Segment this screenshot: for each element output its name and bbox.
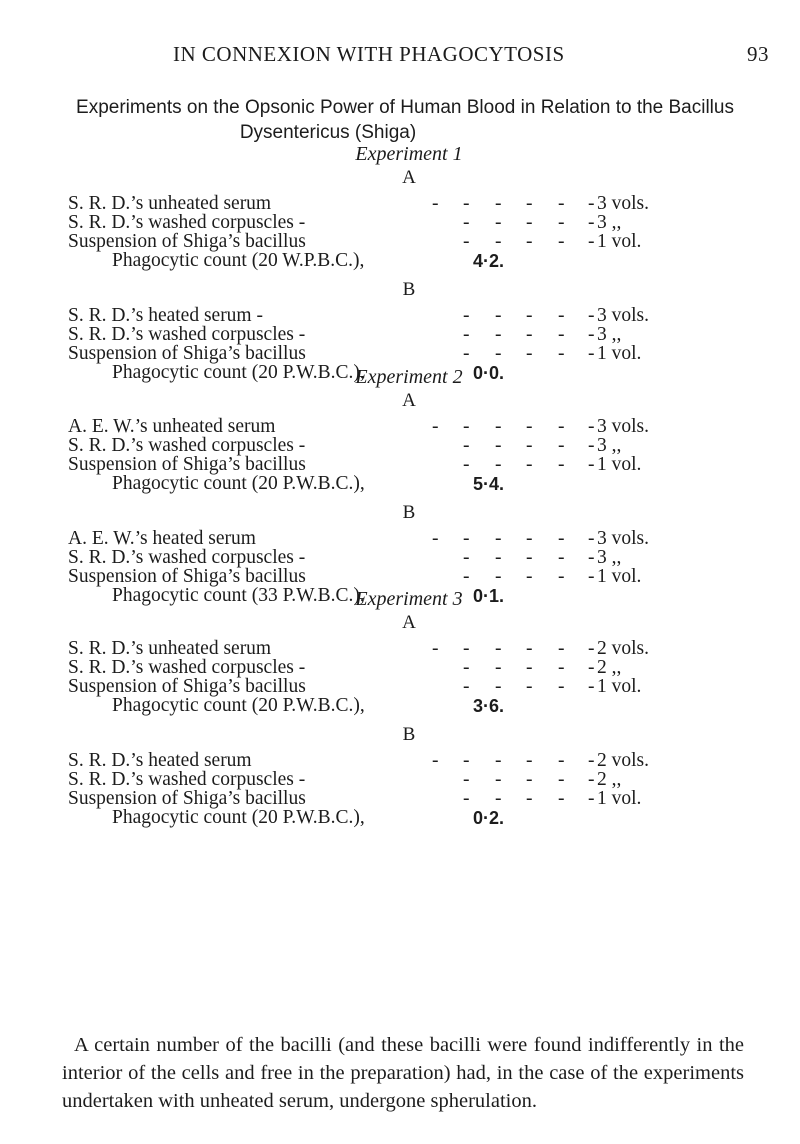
ingredient-label: S. R. D.’s unheated serum [68, 638, 272, 659]
section-letter: A [402, 167, 416, 188]
ingredient-label: S. R. D.’s unheated serum [68, 193, 272, 214]
ingredient-row: Suspension of Shiga’s bacillus - - - - - 1 vol. [68, 566, 642, 587]
ingredient-row: A. E. W.’s heated serum - - - - - - 3 vols. [68, 528, 650, 549]
ingredient-row: Suspension of Shiga’s bacillus - - - - - 1 vol. [68, 788, 642, 809]
ingredient-row: Suspension of Shiga’s bacillus - - - - - 1 vol. [68, 231, 642, 252]
ingredient-row: S. R. D.’s washed corpuscles - - - - - - 3 ,, [68, 547, 622, 568]
section-letter: B [402, 724, 416, 745]
ingredient-row: S. R. D.’s washed corpuscles - - - - - - 2 ,, [68, 657, 622, 678]
ingredient-amount: 1 vol. [597, 566, 642, 587]
section-letter: B [402, 502, 416, 523]
ingredient-label: Suspension of Shiga’s bacillus [68, 343, 306, 364]
ingredient-amount: 2 vols. [597, 750, 650, 771]
ingredient-row: Suspension of Shiga’s bacillus - - - - - 1 vol. [68, 454, 642, 475]
phagocytic-count-label: Phagocytic count (20 P.W.B.C.), [112, 695, 365, 716]
phagocytic-count-value: 0·0. [473, 363, 505, 383]
phagocytic-count-value: 0·1. [473, 586, 505, 606]
phagocytic-count-label: Phagocytic count (20 P.W.B.C.), [112, 362, 365, 383]
ingredient-label: S. R. D.’s washed corpuscles - [68, 547, 306, 568]
ingredient-row: S. R. D.’s washed corpuscles - - - - - - 3 ,, [68, 212, 622, 233]
ingredient-row: S. R. D.’s washed corpuscles - - - - - - 2 ,, [68, 769, 622, 790]
ingredient-amount: 1 vol. [597, 343, 642, 364]
section-letter: A [402, 390, 416, 411]
concluding-paragraph-text: A certain number of the bacilli (and these bacilli were found indifferently in the interior of the cells and free in the preparation) had, in the case of the experiments undertaken with unheated serum, undergone spherulation. [62, 1033, 744, 1112]
concluding-paragraph [62, 1031, 744, 1115]
ingredient-label: Suspension of Shiga’s bacillus [68, 231, 306, 252]
ingredient-label: S. R. D.’s washed corpuscles - [68, 769, 306, 790]
running-head [0, 42, 800, 72]
phagocytic-count-row [112, 694, 505, 718]
ingredient-row: Suspension of Shiga’s bacillus - - - - - 1 vol. [68, 676, 642, 697]
ingredient-label: Suspension of Shiga’s bacillus [68, 788, 306, 809]
ingredient-amount: 1 vol. [597, 788, 642, 809]
ingredient-amount: 3 vols. [597, 416, 650, 437]
phagocytic-count-row [112, 806, 505, 830]
ingredient-amount: 3 ,, [597, 435, 622, 456]
ingredient-label: S. R. D.’s washed corpuscles - [68, 324, 306, 345]
ingredient-row: S. R. D.’s heated serum - - - - - - 3 vols. [68, 305, 650, 326]
phagocytic-count-label: Phagocytic count (20 W.P.B.C.), [112, 250, 365, 271]
ingredient-amount: 3 vols. [597, 528, 650, 549]
ingredient-amount: 3 vols. [597, 193, 650, 214]
section-letter: A [402, 612, 416, 633]
ingredient-row: S. R. D.’s heated serum - - - - - - 2 vols. [68, 750, 650, 771]
phagocytic-count-label: Phagocytic count (33 P.W.B.C.), [112, 585, 365, 606]
ingredient-amount: 1 vol. [597, 454, 642, 475]
ingredient-label: Suspension of Shiga’s bacillus [68, 566, 306, 587]
experiment-title: Experiment 3 [355, 588, 463, 610]
ingredient-label: S. R. D.’s washed corpuscles - [68, 657, 306, 678]
ingredient-row: S. R. D.’s washed corpuscles - - - - - - 3 ,, [68, 324, 622, 345]
ingredient-label: S. R. D.’s washed corpuscles - [68, 435, 306, 456]
ingredient-amount: 2 vols. [597, 638, 650, 659]
ingredient-amount: 3 ,, [597, 324, 622, 345]
phagocytic-count-value: 0·2. [473, 808, 505, 828]
section-heading-line-1: Experiments on the Opsonic Power of Human Blood in Relation to the Bacillus [76, 97, 734, 118]
ingredient-label: S. R. D.’s heated serum [68, 750, 252, 771]
ingredient-label: A. E. W.’s unheated serum [68, 416, 276, 437]
ingredient-label: S. R. D.’s heated serum - [68, 305, 263, 326]
phagocytic-count-value: 4·2. [473, 251, 505, 271]
ingredient-label: Suspension of Shiga’s bacillus [68, 454, 306, 475]
ingredient-amount: 1 vol. [597, 676, 642, 697]
ingredient-row: A. E. W.’s unheated serum - - - - - - 3 vols. [68, 416, 650, 437]
ingredient-label: A. E. W.’s heated serum [68, 528, 256, 549]
ingredient-amount: 3 ,, [597, 547, 622, 568]
phagocytic-count-value: 3·6. [473, 696, 505, 716]
section-letter: B [402, 279, 416, 300]
phagocytic-count-value: 5·4. [473, 474, 505, 494]
ingredient-amount: 3 vols. [597, 305, 650, 326]
phagocytic-count-row [112, 472, 505, 496]
ingredient-amount: 1 vol. [597, 231, 642, 252]
phagocytic-count-row [112, 249, 505, 273]
ingredient-row: S. R. D.’s unheated serum - - - - - - 2 vols. [68, 638, 650, 659]
phagocytic-count-label: Phagocytic count (20 P.W.B.C.), [112, 473, 365, 494]
ingredient-row: S. R. D.’s unheated serum - - - - - - 3 vols. [68, 193, 650, 214]
running-head-title: IN CONNEXION WITH PHAGOCYTOSIS [173, 42, 565, 66]
page-number: 93 [747, 42, 769, 66]
ingredient-label: S. R. D.’s washed corpuscles - [68, 212, 306, 233]
experiment-title: Experiment 1 [355, 143, 463, 165]
ingredient-amount: 2 ,, [597, 657, 622, 678]
section-heading-line-2: Dysentericus (Shiga) [239, 122, 417, 143]
ingredient-amount: 2 ,, [597, 769, 622, 790]
experiment-title: Experiment 2 [355, 366, 463, 388]
ingredient-row: S. R. D.’s washed corpuscles - - - - - - 3 ,, [68, 435, 622, 456]
ingredient-row: Suspension of Shiga’s bacillus - - - - - 1 vol. [68, 343, 642, 364]
phagocytic-count-label: Phagocytic count (20 P.W.B.C.), [112, 807, 365, 828]
ingredient-label: Suspension of Shiga’s bacillus [68, 676, 306, 697]
ingredient-amount: 3 ,, [597, 212, 622, 233]
